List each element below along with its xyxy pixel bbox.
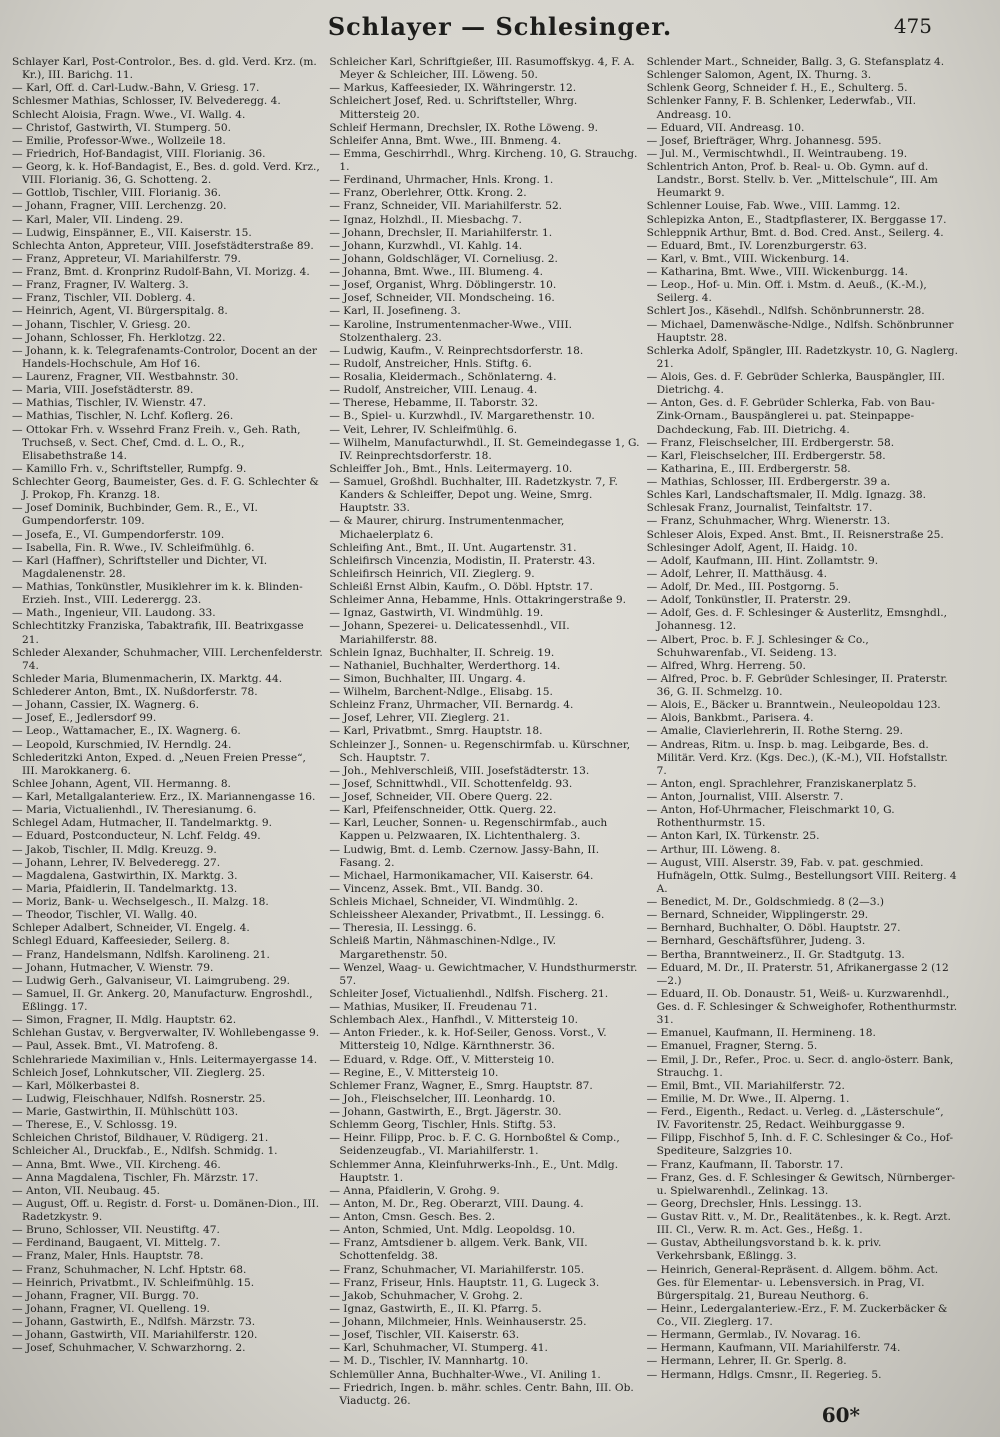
directory-entry: Schlederitzki Anton, Exped. d. „Neuen Freien Presse“, III. Marokkanerg. 6. (12, 751, 306, 777)
directory-entry: Schleich Josef, Lohnkutscher, VII. Zieglerg. 25. (12, 1066, 266, 1079)
directory-entry: Schleichert Josef, Red. u. Schriftsteller, Whrg. Mittersteig 20. (329, 95, 578, 121)
directory-entry: — Alois, E., Bäcker u. Branntwein., Neuleopoldau 123. (646, 699, 941, 712)
directory-entry: — Josef, Schuhmacher, V. Schwarzhorng. 2. (12, 1342, 246, 1355)
directory-entry: — Alois, Ges. d. F. Gebrüder Schlerka, Bauspängler, III. Dietrichg. 4. (646, 371, 945, 397)
directory-entry: Schleiß Martin, Nähmaschinen-Ndlge., IV. Margarethenstr. 50. (329, 935, 557, 961)
printer-signature: 60* (821, 1403, 860, 1427)
directory-entry: Schlesak Franz, Journalist, Teinfaltstr. 17. (646, 502, 873, 515)
directory-entry: — Anton, Hof-Uhrmacher, Fleischmarkt 10, G. Rothenthurmstr. 15. (646, 804, 895, 830)
directory-columns (12, 56, 958, 1407)
directory-entry: — Johann, Gastwirth, E., Brgt. Jägerstr. 30. (329, 1106, 562, 1118)
directory-entry: — Georg, Drechsler, Hnls. Lessingg. 13. (646, 1197, 862, 1210)
directory-entry: — Johann, k. k. Telegrafenamts-Controlor, Docent an der Handels-Hochschule, Am Hof 16. (12, 344, 317, 370)
directory-entry: — Franz, Fleischselcher, III. Erdbergerstr. 58. (646, 436, 895, 449)
directory-entry: — Mathias, Schlosser, III. Erdbergerstr. 39 a. (646, 476, 891, 488)
directory-entry: Schlender Mart., Schneider, Ballg. 3, G. Stefansplatz 4. (646, 56, 945, 68)
directory-entry: — Franz, Fragner, IV. Walterg. 3. (12, 279, 189, 292)
directory-entry: — Bertha, Branntweinerz., II. Gr. Stadtgutg. 13. (646, 948, 905, 961)
directory-entry: — Arthur, III. Löweng. 8. (646, 843, 781, 856)
directory-entry: — Nathaniel, Buchhalter, Werderthorg. 14. (329, 659, 561, 672)
directory-entry: — Josefa, E., VI. Gumpendorferstr. 109. (12, 528, 225, 541)
directory-entry: — Johann, Gastwirth, VII. Mariahilferstr. 120. (12, 1329, 258, 1342)
directory-entry: — Karoline, Instrumentenmacher-Wwe., VIII. Stolzenthalerg. 23. (329, 318, 572, 344)
directory-entry: — Maria, VIII. Josefstädterstr. 89. (12, 384, 194, 397)
directory-entry: — Karl, Privatbmt., Smrg. Hauptstr. 18. (329, 725, 543, 738)
directory-entry: — Anton, engl. Sprachlehrer, Franziskanerplatz 5. (646, 777, 917, 790)
directory-entry: Schleissheer Alexander, Privatbmt., II. Lessingg. 6. (329, 909, 605, 922)
directory-entry: — Heinrich, General-Repräsent. d. Allgem. böhm. Act. Ges. für Elementar- u. Lebensversich. in Prag, VI. Bürgerspitalg. 21, Bureau Neuthorg. 6. (646, 1263, 939, 1302)
directory-entry: — Josef, E., Jedlersdorf 99. (12, 712, 157, 725)
directory-entry: — Anton, M. Dr., Reg. Oberarzt, VIII. Daung. 4. (329, 1197, 584, 1210)
directory-entry: — Johann, Lehrer, IV. Belvederegg. 27. (12, 856, 221, 869)
directory-entry: — Johann, Fragner, VI. Quelleng. 19. (12, 1302, 210, 1315)
directory-entry: — Jakob, Schuhmacher, V. Grohg. 2. (329, 1289, 523, 1302)
directory-entry: — Ferdinand, Uhrmacher, Hnls. Krong. 1. (329, 174, 554, 187)
directory-entry: — Josef, Briefträger, Whrg. Johannesg. 595. (646, 134, 882, 147)
directory-entry: — Karl, v. Bmt., VIII. Wickenburg. 14. (646, 252, 850, 265)
directory-entry: Schlemer Franz, Wagner, E., Smrg. Hauptstr. 87. (329, 1079, 593, 1092)
directory-entry: — Ludwig, Fleischhauer, Ndlfsh. Rosnerstr. 25. (12, 1092, 266, 1105)
directory-entry: — Simon, Buchhalter, III. Ungarg. 4. (329, 672, 526, 685)
directory-entry: Schles Karl, Landschaftsmaler, II. Mdlg. Ignazg. 38. (646, 489, 926, 502)
directory-entry: Schleppnik Arthur, Bmt. d. Bod. Cred. Anst., Seilerg. 4. (646, 226, 944, 239)
directory-entry: Schlechta Anton, Appreteur, VIII. Josefstädterstraße 89. (12, 239, 314, 252)
directory-entry: — Mathias, Musiker, II. Freudenau 71. (329, 1001, 538, 1013)
directory-entry: Schleiffer Joh., Bmt., Hnls. Leitermayerg. 10. (329, 462, 573, 475)
directory-entry: — Ferd., Eigenth., Redact. u. Verleg. d. „Lästerschule“, IV. Favoritenstr. 25, Redact. Weihburggasse 9. (646, 1106, 944, 1132)
directory-entry: — Hermann, Kaufmann, VII. Mariahilferstr. 74. (646, 1342, 901, 1355)
directory-entry: — Kamillo Frh. v., Schriftsteller, Rumpfg. 9. (12, 462, 247, 475)
directory-entry: — Heinrich, Agent, VI. Bürgerspitalg. 8. (12, 305, 228, 318)
directory-entry: — Emanuel, Fragner, Sterng. 5. (646, 1040, 818, 1053)
directory-entry: — Jul. M., Vermischtwhdl., II. Weintraubeng. 19. (646, 147, 908, 160)
directory-entry: Schlemm Georg, Tischler, Hnls. Stiftg. 53. (329, 1119, 557, 1132)
directory-column-3 (647, 56, 958, 1398)
directory-entry: — Johann, Gastwirth, E., Ndlfsh. Märzstr. 73. (12, 1316, 256, 1328)
directory-entry: — Mathias, Tonkünstler, Musiklehrer im k. k. Blinden-Erzieh. Inst., VIII. Lederergg. 23. (12, 581, 303, 607)
directory-entry: — August, VIII. Alserstr. 39, Fab. v. pat. geschmied. Hufnägeln, Ottk. Sulmg., Bestellungsort VIII. Reiterg. 4 A. (646, 856, 957, 895)
directory-entry: — Heinr., Ledergalanteriew.-Erz., F. M. Zuckerbäcker & Co., VII. Zieglerg. 17. (646, 1302, 948, 1328)
directory-entry: — Bernhard, Buchhalter, O. Döbl. Hauptstr. 27. (646, 922, 901, 935)
directory-entry: — August, Off. u. Registr. d. Forst- u. Domänen-Dion., III. Radetzkystr. 9. (12, 1197, 320, 1223)
directory-entry: — Therese, E., V. Schlossg. 19. (12, 1119, 178, 1132)
directory-entry: Schlenner Louise, Fab. Wwe., VIII. Lammg. 12. (646, 200, 901, 213)
directory-entry: — Emilie, Professor-Wwe., Wollzeile 18. (12, 134, 226, 147)
directory-entry: Schlegel Adam, Hutmacher, II. Tandelmarktg. 9. (12, 817, 272, 830)
directory-entry: — Filipp, Fischhof 5, Inh. d. F. C. Schlesinger & Co., Hof-Spediteure, Salzgries 10. (646, 1132, 954, 1158)
directory-entry: — Adolf, Lehrer, II. Matthäusg. 4. (646, 567, 827, 580)
directory-entry: — Franz, Kaufmann, II. Taborstr. 17. (646, 1158, 844, 1171)
directory-entry: — Johann, Milchmeier, Hnls. Weinhauserstr. 25. (329, 1316, 587, 1328)
directory-entry: — Johann, Cassier, IX. Wagnerg. 6. (12, 699, 199, 712)
directory-entry: — Johann, Tischler, V. Griesg. 20. (12, 318, 191, 331)
directory-entry: — Franz, Schuhmacher, N. Lchf. Hptstr. 68. (12, 1263, 247, 1276)
directory-entry: — Bernard, Schneider, Wipplingerstr. 29. (646, 909, 869, 922)
directory-entry: — Alfred, Proc. b. F. Gebrüder Schlesinger, II. Praterstr. 36, G. II. Schmelzg. 10. (646, 672, 948, 698)
directory-entry: — Eduard, Bmt., IV. Lorenzburgerstr. 63. (646, 239, 867, 252)
directory-entry: Schlechtitzky Franziska, Tabaktrafik, III. Beatrixgasse 21. (12, 620, 304, 646)
directory-entry: — Benedict, M. Dr., Goldschmiedg. 8 (2—3.) (646, 896, 884, 908)
directory-entry: — Mathias, Tischler, IV. Wienstr. 47. (12, 397, 207, 410)
directory-entry: — Vincenz, Assek. Bmt., VII. Bandg. 30. (329, 882, 544, 895)
directory-column-2 (329, 56, 640, 1407)
directory-entry: — Friedrich, Hof-Bandagist, VIII. Florianig. 36. (12, 147, 266, 160)
directory-entry: — Michael, Damenwäsche-Ndlge., Ndlfsh. Schönbrunner Hauptstr. 28. (646, 318, 954, 344)
directory-entry: — Wilhelm, Barchent-Ndlge., Elisabg. 15. (329, 686, 553, 698)
directory-entry: — Johann, Drechsler, II. Mariahilferstr. 1. (329, 226, 553, 239)
directory-entry: Schlert Jos., Käsehdl., Ndlfsh. Schönbrunnerstr. 28. (646, 305, 925, 318)
directory-entry: — Josef, Organist, Whrg. Döblingerstr. 10. (329, 279, 557, 292)
directory-entry: — Franz, Schneider, VII. Mariahilferstr. 52. (329, 200, 563, 213)
directory-entry: Schleißl Ernst Albin, Kaufm., O. Döbl. Hptstr. 17. (329, 581, 593, 593)
directory-entry: Schlesinger Adolf, Agent, II. Haidg. 10. (646, 541, 858, 554)
directory-entry: — Franz, Bmt. d. Kronprinz Rudolf-Bahn, VI. Morizg. 4. (12, 266, 310, 278)
directory-entry: — Isabella, Fin. R. Wwe., IV. Schleifmühlg. 6. (12, 541, 255, 554)
directory-entry: — Anton, VII. Neubaug. 45. (12, 1184, 161, 1197)
directory-entry: Schleifing Ant., Bmt., II. Unt. Augartenstr. 31. (329, 541, 577, 554)
directory-entry: — Anton, Cmsn. Gesch. Bes. 2. (329, 1211, 496, 1223)
directory-entry: — Eduard, II. Ob. Donaustr. 51, Weiß- u. Kurzwarenhdl., Ges. d. F. Schlesinger & Schweighofer, Rothenthurmstr. 31. (646, 987, 958, 1027)
directory-entry: — Franz, Tischler, VII. Doblerg. 4. (12, 292, 196, 305)
directory-entry: — Heinrich, Privatbmt., IV. Schleifmühlg. 15. (12, 1276, 255, 1289)
directory-entry: — Karl, Off. d. Carl-Ludw.-Bahn, V. Griesg. 17. (12, 82, 260, 95)
directory-entry: — Rosalia, Kleidermach., Schönlaterng. 4. (329, 371, 557, 383)
directory-entry: Schlerka Adolf, Spängler, III. Radetzkystr. 10, G. Naglerg. 21. (646, 344, 958, 370)
directory-entry: — Eduard, VII. Andreasg. 10. (646, 121, 805, 134)
directory-entry: Schlegl Eduard, Kaffeesieder, Seilerg. 8. (12, 935, 230, 948)
directory-entry: — Emma, Geschirrhdl., Whrg. Kircheng. 10, G. Strauchg. 1. (329, 147, 638, 173)
directory-entry: — Moriz, Bank- u. Wechselgesch., II. Malzg. 18. (12, 896, 269, 908)
directory-entry: Schleser Alois, Exped. Anst. Bmt., II. Reisnerstraße 25. (646, 528, 944, 541)
directory-entry: — Johann, Fragner, VII. Burgg. 70. (12, 1289, 199, 1302)
directory-entry: Schleder Maria, Blumenmacherin, IX. Marktg. 44. (12, 672, 283, 685)
directory-entry: Schleif Hermann, Drechsler, IX. Rothe Löweng. 9. (329, 121, 599, 134)
directory-entry: — Anna, Bmt. Wwe., VII. Kircheng. 46. (12, 1158, 221, 1171)
directory-entry: — Johanna, Bmt. Wwe., III. Blumeng. 4. (329, 266, 543, 278)
directory-entry: — Leop., Wattamacher, E., IX. Wagnerg. 6. (12, 725, 241, 738)
directory-entry: — Ludwig Gerh., Galvaniseur, VI. Laimgrubeng. 29. (12, 974, 291, 987)
directory-entry: — Emanuel, Kaufmann, II. Hermineng. 18. (646, 1027, 876, 1040)
directory-column-1 (12, 56, 323, 1398)
directory-entry: — Johann, Kurzwhdl., VI. Kahlg. 14. (329, 239, 523, 252)
directory-entry: — Josef, Schneider, VII. Obere Querg. 22. (329, 791, 553, 803)
directory-entry: — Adolf, Tonkünstler, II. Praterstr. 29. (646, 594, 851, 607)
directory-entry: — Karl, II. Josefineng. 3. (329, 305, 461, 318)
directory-entry: — Joh., Fleischselcher, III. Leonhardg. 10. (329, 1092, 556, 1105)
directory-entry: — Maria, Victualienhdl., IV. Theresianumg. 6. (12, 804, 257, 817)
directory-entry: — Eduard, Postconducteur, N. Lchf. Feldg. 49. (12, 830, 261, 843)
directory-entry: — Franz, Schuhmacher, VI. Mariahilferstr. 105. (329, 1263, 585, 1276)
directory-entry: — Therese, Hebamme, II. Taborstr. 32. (329, 397, 538, 410)
directory-entry: — M. D., Tischler, IV. Mannhartg. 10. (329, 1355, 529, 1368)
directory-entry: — Rudolf, Anstreicher, VIII. Lenaug. 4. (329, 384, 538, 397)
directory-entry: — Ottokar Frh. v. Wssehrd Franz Freih. v., Geh. Rath, Truchseß, v. Sect. Chef, Cmd. d. L. O., R., Elisabethstraße 14. (12, 423, 301, 462)
directory-entry: Schlenk Georg, Schneider f. H., E., Schulterg. 5. (646, 82, 908, 95)
directory-entry: — Rudolf, Anstreicher, Hnls. Stiftg. 6. (329, 357, 532, 370)
directory-entry: — Karl, Metallgalanteriew. Erz., IX. Mariannengasse 16. (12, 791, 316, 803)
directory-entry: — Wilhelm, Manufacturwhdl., II. St. Gemeindegasse 1, G. IV. Reinprechtsdorferstr. 18. (329, 436, 640, 462)
directory-entry: Schlembach Alex., Hanfhdl., V. Mittersteig 10. (329, 1014, 579, 1027)
directory-entry: — Michael, Harmonikamacher, VII. Kaiserstr. 64. (329, 869, 594, 882)
page-number: 475 (893, 14, 932, 38)
directory-entry: — Veit, Lehrer, IV. Schleifmühlg. 6. (329, 423, 518, 436)
directory-entry: — Franz, Amtsdiener b. allgem. Verk. Bank, VII. Schottenfeldg. 38. (329, 1237, 588, 1263)
directory-entry: Schlecht Aloisia, Fragn. Wwe., VI. Wallg. 4. (12, 108, 246, 121)
directory-entry: — Anton, Ges. d. F. Gebrüder Schlerka, Fab. von Bau-Zink-Ornam., Bauspänglerei u. pat. Steinpappe-Dachdeckung, Fab. III. Dietrichg. 4. (646, 397, 935, 436)
directory-entry: — Hermann, Lehrer, II. Gr. Sperlg. 8. (646, 1355, 847, 1368)
directory-entry: — Georg, k. k. Hof-Bandagist, E., Bes. d. gold. Verd. Krz., VIII. Florianig. 36, G. Schotteng. 2. (12, 161, 320, 187)
directory-entry: — Ludwig, Einspänner, E., VII. Kaiserstr. 15. (12, 226, 252, 239)
directory-entry: — Adolf, Dr. Med., III. Postgorng. 5. (646, 581, 839, 593)
directory-entry: — Heinr. Filipp, Proc. b. F. C. G. Hornboßtel & Comp., Seidenzeugfab., VI. Mariahilferstr. 1. (329, 1132, 620, 1158)
directory-entry: — Karl, Leucher, Sonnen- u. Regenschirmfab., auch Kappen u. Pelzwaaren, IX. Lichtenthalerg. 3. (329, 817, 608, 843)
directory-entry: — Jakob, Tischler, II. Mdlg. Kreuzg. 9. (12, 843, 217, 856)
directory-entry: — Adolf, Kaufmann, III. Hint. Zollamtstr. 9. (646, 554, 879, 567)
directory-entry: — Josef, Tischler, VII. Kaiserstr. 63. (329, 1329, 520, 1342)
directory-entry: Schleichen Christof, Bildhauer, V. Rüdigerg. 21. (12, 1132, 269, 1145)
directory-entry: — Math., Ingenieur, VII. Laudong. 33. (12, 607, 216, 620)
page-header (0, 10, 1000, 50)
directory-entry: — Franz, Appreteur, VI. Mariahilferstr. 79. (12, 252, 241, 265)
directory-entry: Schlemmer Anna, Kleinfuhrwerks-Inh., E., Unt. Mdlg. Hauptstr. 1. (329, 1158, 619, 1184)
directory-entry: — Theresia, II. Lessingg. 6. (329, 922, 477, 935)
directory-entry: — Emil, J. Dr., Refer., Proc. u. Secr. d. anglo-österr. Bank, Strauchg. 1. (646, 1053, 954, 1079)
directory-entry: — Anton Frieder., k. k. Hof-Seiler, Genoss. Vorst., V. Mittersteig 10, Ndlge. Kärnthnerstr. 36. (329, 1027, 607, 1053)
directory-entry: — Leop., Hof- u. Min. Off. i. Mstm. d. Aeuß., (K.-M.), Seilerg. 4. (646, 279, 927, 305)
directory-entry: — Johann, Hutmacher, V. Wienstr. 79. (12, 961, 214, 974)
directory-entry: — Karl, Pfeifenschneider, Ottk. Querg. 22. (329, 804, 557, 817)
directory-entry: Schlentrich Anton, Prof. b. Real- u. Ob. Gymn. auf d. Landstr., Borst. Stellv. b. Ver. „Mittelschule“, III. Am Heumarkt 9. (646, 161, 938, 200)
directory-entry: — Karl, Mölkerbastei 8. (12, 1079, 140, 1092)
directory-entry: — Hermann, Germlab., IV. Novarag. 16. (646, 1329, 861, 1342)
directory-entry: Schlesmer Mathias, Schlosser, IV. Belvederegg. 4. (12, 95, 281, 108)
directory-entry: Schleicher Karl, Schriftgießer, III. Rasumoffskyg. 4, F. A. Meyer & Schleicher, III. Löweng. 50. (329, 56, 635, 82)
directory-entry: Schlenker Fanny, F. B. Schlenker, Lederwfab., VII. Andreasg. 10. (646, 95, 916, 121)
directory-entry: — Paul, Assek. Bmt., VI. Matrofeng. 8. (12, 1040, 219, 1053)
directory-entry: — Johann, Spezerei- u. Delicatessenhdl., VII. Mariahilferstr. 88. (329, 620, 570, 646)
directory-entry: Schleis Michael, Schneider, VI. Windmühlg. 2. (329, 896, 579, 908)
directory-entry: Schleinz Franz, Uhrmacher, VII. Bernardg. 4. (329, 699, 574, 712)
directory-entry: Schlechter Georg, Baumeister, Ges. d. F. G. Schlechter & J. Prokop, Fh. Kranzg. 18. (12, 476, 319, 502)
directory-entry: — Karl, Maler, VII. Lindeng. 29. (12, 213, 184, 226)
directory-entry: — Franz, Friseur, Hnls. Hauptstr. 11, G. Lugeck 3. (329, 1276, 600, 1289)
directory-entry: — Samuel, II. Gr. Ankerg. 20, Manufacturw. Engroshdl., Eßlingg. 17. (12, 987, 313, 1013)
directory-entry: — Katharina, Bmt. Wwe., VIII. Wickenburgg. 14. (646, 266, 909, 278)
directory-entry: — Magdalena, Gastwirthin, IX. Marktg. 3. (12, 869, 238, 882)
directory-entry: — Franz, Maler, Hnls. Hauptstr. 78. (12, 1250, 204, 1263)
directory-entry: Schlehrariede Maximilian v., Hnls. Leitermayergasse 14. (12, 1053, 318, 1066)
directory-entry: — Wenzel, Waag- u. Gewichtmacher, V. Hundsthurmerstr. 57. (329, 961, 638, 987)
directory-entry: — Joh., Mehlverschleiß, VIII. Josefstädterstr. 13. (329, 764, 590, 777)
directory-entry: — Adolf, Ges. d. F. Schlesinger & Austerlitz, Emsnghdl., Johannesg. 12. (646, 607, 947, 633)
directory-entry: — Johann, Schlosser, Fh. Herklotzg. 22. (12, 331, 226, 344)
directory-entry: — Anna Magdalena, Tischler, Fh. Märzstr. 17. (12, 1171, 259, 1184)
directory-entry: — Bernhard, Geschäftsführer, Judeng. 3. (646, 935, 866, 948)
directory-entry: — Katharina, E., III. Erdbergerstr. 58. (646, 462, 851, 475)
directory-entry: Schlenger Salomon, Agent, IX. Thurng. 3. (646, 69, 872, 82)
directory-entry: — Gustav Ritt. v., M. Dr., Realitätenbes., k. k. Regt. Arzt. III. Cl., Verw. R. m. Act. Ges., Heßg. 1. (646, 1211, 951, 1237)
directory-entry: — Leopold, Kurschmied, IV. Herndlg. 24. (12, 738, 232, 751)
directory-entry: — Karl, Fleischselcher, III. Erdbergerstr. 58. (646, 449, 886, 462)
directory-entry: — Franz, Oberlehrer, Ottk. Krong. 2. (329, 187, 527, 200)
directory-entry: — & Maurer, chirurg. Instrumentenmacher, Michaelerplatz 6. (329, 515, 565, 541)
directory-entry: — B., Spiel- u. Kurzwhdl., IV. Margarethenstr. 10. (329, 410, 595, 423)
directory-entry: Schlehan Gustav, v. Bergverwalter, IV. Wohllebengasse 9. (12, 1027, 320, 1040)
directory-entry: — Emil, Bmt., VII. Mariahilferstr. 72. (646, 1079, 845, 1092)
directory-entry: — Eduard, v. Rdge. Off., V. Mittersteig 10. (329, 1053, 555, 1066)
directory-entry: — Alois, Bankbmt., Parisera. 4. (646, 712, 814, 725)
directory-entry: — Marie, Gastwirthin, II. Mühlschütt 103. (12, 1106, 239, 1118)
directory-entry: — Amalie, Clavierlehrerin, II. Rothe Sterng. 29. (646, 725, 903, 738)
directory-entry: — Alfred, Whrg. Herreng. 50. (646, 659, 806, 672)
directory-entry: — Ignaz, Gastwirth, E., II. Kl. Pfarrg. 5. (329, 1302, 542, 1315)
directory-entry: — Simon, Fragner, II. Mdlg. Hauptstr. 62. (12, 1014, 237, 1027)
directory-entry: — Johann, Fragner, VIII. Lerchenzg. 20. (12, 200, 227, 213)
directory-entry: — Josef, Lehrer, VII. Zieglerg. 21. (329, 712, 510, 725)
directory-entry: — Regine, E., V. Mittersteig 10. (329, 1066, 499, 1079)
directory-entry: Schleifirsch Vincenzia, Modistin, II. Praterstr. 43. (329, 554, 596, 567)
directory-entry: — Ludwig, Bmt. d. Lemb. Czernow. Jassy-Bahn, II. Fasang. 2. (329, 843, 600, 869)
directory-entry: — Hermann, Hdlgs. Cmsnr., II. Regerieg. 5. (646, 1368, 882, 1381)
directory-entry: — Mathias, Tischler, N. Lchf. Koflerg. 26. (12, 410, 234, 423)
directory-entry: — Gottlob, Tischler, VIII. Florianig. 36. (12, 187, 221, 200)
directory-entry: Schlemüller Anna, Buchhalter-Wwe., VI. Aniling 1. (329, 1368, 601, 1381)
directory-entry: — Friedrich, Ingen. b. mähr. schles. Centr. Bahn, III. Ob. Viaductg. 26. (329, 1381, 634, 1407)
directory-entry: — Ignaz, Holzhdl., II. Miesbachg. 7. (329, 213, 522, 226)
directory-entry: — Anna, Pfaidlerin, V. Grohg. 9. (329, 1184, 500, 1197)
directory-entry: — Gustav, Abtheilungsvorstand b. k. k. priv. Verkehrsbank, Eßlingg. 3. (646, 1237, 882, 1263)
directory-entry: Schleifer Anna, Bmt. Wwe., III. Bnmeng. 4. (329, 134, 562, 147)
directory-entry: — Markus, Kaffeesieder, IX. Währingerstr. 12. (329, 82, 577, 95)
directory-entry: — Josef Dominik, Buchbinder, Gem. R., E., VI. Gumpendorferstr. 109. (12, 502, 258, 528)
directory-entry: — Franz, Handelsmann, Ndlfsh. Karolineng. 21. (12, 948, 270, 961)
directory-entry: — Emilie, M. Dr. Wwe., II. Alperng. 1. (646, 1092, 850, 1105)
directory-entry: Schleicher Al., Druckfab., E., Ndlfsh. Schmidg. 1. (12, 1145, 278, 1158)
directory-entry: — Franz, Ges. d. F. Schlesinger & Gewitsch, Nürnberger- u. Spielwarenhdl., Zelinkag. 13. (646, 1171, 956, 1197)
directory-entry: — Maria, Pfaidlerin, II. Tandelmarktg. 13. (12, 882, 238, 895)
directory-entry: — Eduard, M. Dr., II. Praterstr. 51, Afrikanergasse 2 (12—2.) (646, 961, 949, 987)
directory-entry: Schleder Alexander, Schuhmacher, VIII. Lerchenfelderstr. 74. (12, 646, 323, 672)
directory-entry: — Karl (Haffner), Schriftsteller und Dichter, VI. Magdalenenstr. 28. (12, 554, 268, 580)
directory-entry: — Karl, Schuhmacher, VI. Stumperg. 41. (329, 1342, 548, 1355)
directory-entry: — Theodor, Tischler, VI. Wallg. 40. (12, 909, 198, 922)
directory-entry: Schlein Ignaz, Buchhalter, II. Schreig. 19. (329, 646, 555, 659)
directory-entry: — Ludwig, Kaufm., V. Reinprechtsdorferstr. 18. (329, 344, 584, 357)
directory-entry: — Bruno, Schlosser, VII. Neustiftg. 47. (12, 1224, 220, 1237)
directory-entry: Schleifirsch Heinrich, VII. Zieglerg. 9. (329, 567, 535, 580)
directory-entry: Schlederer Anton, Bmt., IX. Nußdorferstr. 78. (12, 686, 258, 698)
directory-entry: — Josef, Schnittwhdl., VII. Schottenfeldg. 93. (329, 777, 573, 790)
directory-entry: Schleper Adalbert, Schneider, VI. Engelg. 4. (12, 922, 250, 935)
directory-entry: — Christof, Gastwirth, VI. Stumperg. 50. (12, 121, 231, 134)
directory-entry: — Ferdinand, Baugaent, VI. Mittelg. 7. (12, 1237, 221, 1250)
directory-entry: — Anton, Journalist, VIII. Alserstr. 7. (646, 791, 844, 803)
directory-entry: — Andreas, Ritm. u. Insp. b. mag. Leibgarde, Bes. d. Militär. Verd. Krz. (Kgs. Dec.), (K.-M.), VII. Hofstallstr. 7. (646, 738, 948, 777)
directory-entry: — Laurenz, Fragner, VII. Westbahnstr. 30. (12, 371, 239, 383)
directory-entry: — Johann, Goldschläger, VI. Corneliusg. 2. (329, 252, 558, 265)
directory-entry: — Franz, Schuhmacher, Whrg. Wienerstr. 13. (646, 515, 891, 528)
directory-entry: — Anton, Schmied, Unt. Mdlg. Leopoldsg. 10. (329, 1224, 576, 1237)
directory-entry: — Albert, Proc. b. F. J. Schlesinger & Co., Schuhwarenfab., VI. Seideng. 13. (646, 633, 869, 659)
directory-entry: Schleinzer J., Sonnen- u. Regenschirmfab. u. Kürschner, Sch. Hauptstr. 7. (329, 738, 631, 764)
directory-entry: — Ignaz, Gastwirth, VI. Windmühlg. 19. (329, 607, 544, 620)
directory-entry: — Josef, Schneider, VII. Mondscheing. 16. (329, 292, 555, 305)
directory-entry: Schlee Johann, Agent, VII. Hermanng. 8. (12, 777, 231, 790)
directory-entry: Schlepizka Anton, E., Stadtpflasterer, IX. Berggasse 17. (646, 213, 947, 226)
directory-entry: Schleiter Josef, Victualienhdl., Ndlfsh. Fischerg. 21. (329, 987, 609, 1000)
directory-entry: — Anton Karl, IX. Türkenstr. 25. (646, 830, 820, 843)
directory-entry: — Samuel, Großhdl. Buchhalter, III. Radetzkystr. 7, F. Kanders & Schleiffer, Depot ung. Weine, Smrg. Hauptstr. 33. (329, 476, 618, 515)
directory-entry: Schlayer Karl, Post-Controlor., Bes. d. gld. Verd. Krz. (m. Kr.), III. Barichg. 11. (12, 56, 317, 82)
page-title: Schlayer — Schlesinger. (327, 12, 673, 41)
directory-entry: Schleimer Anna, Hebamme, Hnls. Ottakringerstraße 9. (329, 594, 627, 607)
